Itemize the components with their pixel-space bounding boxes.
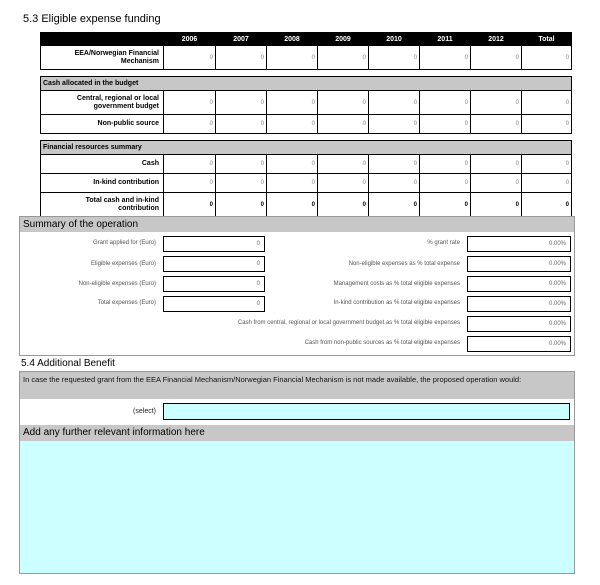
year-header: 2006 — [164, 33, 216, 46]
year-header-row — [41, 33, 572, 46]
further-info-title: Add any further relevant information here — [20, 425, 574, 441]
value-cell[interactable]: 0 — [471, 91, 522, 115]
value-cell: 0 — [216, 155, 267, 174]
section-title-5-4: 5.4 Additional Benefit — [21, 358, 115, 369]
spacer — [41, 134, 572, 141]
value-cell[interactable]: 0 — [267, 174, 318, 193]
year-header: 2011 — [420, 33, 471, 46]
value-cell: 0 — [318, 155, 369, 174]
value-cell[interactable]: 0 — [267, 91, 318, 115]
section-header-row — [41, 141, 572, 155]
value-cell[interactable]: 0 — [369, 115, 420, 134]
eligible-expenses-label: Eligible expenses (Euro) — [90, 261, 156, 267]
table-row-nonpublic — [41, 115, 572, 134]
table-row-cash — [41, 155, 572, 174]
section-header-row — [41, 77, 572, 91]
management-costs-pct-field[interactable]: 0.00% — [467, 276, 571, 292]
total-cell: 0 — [522, 174, 572, 193]
value-cell[interactable]: 0 — [318, 91, 369, 115]
value-cell[interactable]: 0 — [369, 91, 420, 115]
further-info-textarea[interactable] — [20, 441, 574, 573]
value-cell: 0 — [420, 155, 471, 174]
header-blank — [41, 33, 164, 46]
nonpublic-pct-field: 0.00% — [467, 336, 571, 352]
nonpublic-pct-label: Cash from non-public sources as % total eligible expenses — [304, 340, 460, 346]
value-cell[interactable]: 0 — [164, 91, 216, 115]
financial-summary-header: Financial resources summary — [41, 141, 572, 155]
inkind-pct-label: In-kind contribution as % total eligible expenses — [333, 300, 460, 306]
total-value-cell: 0 — [471, 193, 522, 217]
inkind-pct-field: 0.00% — [467, 296, 571, 312]
noneligible-pct-label: Non-eligible expenses as % total expense — [348, 261, 460, 267]
value-cell[interactable]: 0 — [216, 115, 267, 134]
central-budget-pct-field: 0.00% — [467, 316, 571, 332]
select-label: (select) — [133, 408, 156, 415]
year-header: 2009 — [318, 33, 369, 46]
value-cell: 0 — [164, 155, 216, 174]
total-expenses-field: 0 — [163, 296, 265, 312]
total-cell: 0 — [522, 91, 572, 115]
total-expenses-label: Total expenses (Euro) — [97, 300, 156, 306]
value-cell: 0 — [369, 155, 420, 174]
total-cell: 0 — [522, 155, 572, 174]
row-label: Non-public source — [41, 115, 164, 134]
table-row-total — [41, 193, 572, 217]
row-label: Total cash and in-kind contribution — [41, 193, 164, 217]
value-cell[interactable]: 0 — [420, 174, 471, 193]
row-label: In-kind contribution — [41, 174, 164, 193]
noneligible-expenses-field[interactable]: 0 — [163, 276, 265, 292]
total-value-cell: 0 — [216, 193, 267, 217]
row-label: Cash — [41, 155, 164, 174]
noneligible-pct-field: 0.00% — [467, 256, 571, 272]
value-cell[interactable]: 0 — [471, 174, 522, 193]
total-value-cell: 0 — [369, 193, 420, 217]
value-cell[interactable]: 0 — [267, 46, 318, 70]
section-title-5-3: 5.3 Eligible expense funding — [23, 13, 161, 25]
value-cell[interactable]: 0 — [471, 115, 522, 134]
total-value-cell: 0 — [522, 193, 572, 217]
table-row-inkind — [41, 174, 572, 193]
value-cell[interactable]: 0 — [318, 174, 369, 193]
value-cell[interactable]: 0 — [164, 174, 216, 193]
value-cell[interactable]: 0 — [420, 115, 471, 134]
total-value-cell: 0 — [420, 193, 471, 217]
total-cell: 0 — [522, 115, 572, 134]
value-cell[interactable]: 0 — [164, 115, 216, 134]
value-cell[interactable]: 0 — [369, 174, 420, 193]
total-value-cell: 0 — [267, 193, 318, 217]
value-cell[interactable]: 0 — [216, 174, 267, 193]
year-header: 2010 — [369, 33, 420, 46]
total-value-cell: 0 — [318, 193, 369, 217]
value-cell[interactable]: 0 — [216, 46, 267, 70]
grant-rate-field: 0.00% — [467, 236, 571, 252]
spacer — [41, 70, 572, 77]
value-cell[interactable]: 0 — [420, 91, 471, 115]
year-header: 2007 — [216, 33, 267, 46]
grant-applied-label: Grant applied for (Euro) — [92, 240, 156, 246]
value-cell[interactable]: 0 — [267, 115, 318, 134]
summary-title: Summary of the operation — [20, 217, 574, 232]
grant-rate-label: % grant rate — [427, 240, 460, 246]
additional-benefit-question: In case the requested grant from the EEA Financial Mechanism/Norwegian Financial Mechanism is not made available, the proposed operation would: — [20, 372, 574, 399]
row-label: EEA/Norwegian Financial Mechanism — [41, 46, 164, 70]
year-header: 2008 — [267, 33, 318, 46]
total-cell: 0 — [522, 46, 572, 70]
value-cell[interactable]: 0 — [420, 46, 471, 70]
row-label: Central, regional or local government budget — [41, 91, 164, 115]
table-row-central — [41, 91, 572, 115]
operation-select-field[interactable] — [163, 403, 570, 420]
value-cell[interactable]: 0 — [471, 46, 522, 70]
cash-allocated-header: Cash allocated in the budget — [41, 77, 572, 91]
value-cell[interactable]: 0 — [369, 46, 420, 70]
central-budget-pct-label: Cash from central, regional or local government budget as % total eligible expenses — [237, 320, 460, 326]
value-cell: 0 — [471, 155, 522, 174]
total-value-cell: 0 — [164, 193, 216, 217]
grant-applied-field[interactable]: 0 — [163, 236, 265, 252]
value-cell[interactable]: 0 — [164, 46, 216, 70]
value-cell[interactable]: 0 — [216, 91, 267, 115]
year-header: Total — [522, 33, 572, 46]
eligible-expenses-field[interactable]: 0 — [163, 256, 265, 272]
table-row-eea — [41, 46, 572, 70]
management-costs-pct-label: Management costs as % total eligible expenses — [333, 281, 460, 287]
funding-table — [40, 32, 572, 217]
value-cell: 0 — [267, 155, 318, 174]
value-cell[interactable]: 0 — [318, 115, 369, 134]
noneligible-expenses-label: Non-eligible expenses (Euro) — [78, 281, 156, 287]
value-cell[interactable]: 0 — [318, 46, 369, 70]
year-header: 2012 — [471, 33, 522, 46]
